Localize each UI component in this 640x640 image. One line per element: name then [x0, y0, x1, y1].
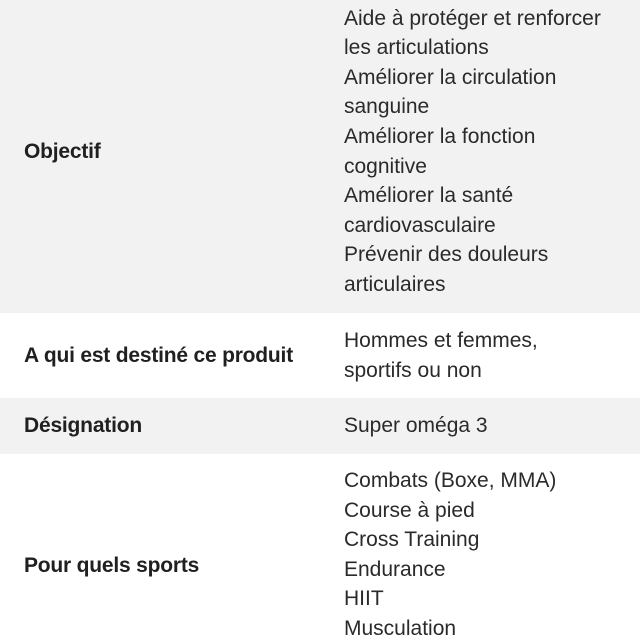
spec-label: Objectif — [24, 139, 101, 163]
spec-value: Musculation — [344, 616, 457, 640]
spec-value: Prévenir des douleurs — [344, 243, 549, 267]
spec-values — [320, 326, 640, 385]
spec-value: sportifs ou non — [344, 358, 482, 382]
spec-value: articulaires — [344, 272, 446, 296]
spec-value: sanguine — [344, 95, 430, 119]
spec-value: Aide à protéger et renforcer — [344, 6, 601, 30]
spec-values — [320, 454, 640, 640]
spec-value: Combats (Boxe, MMA) — [344, 469, 557, 492]
spec-value: les articulations — [344, 36, 489, 60]
spec-value: Améliorer la santé — [344, 184, 514, 208]
spec-row-target-audience — [0, 313, 640, 398]
spec-values — [320, 411, 640, 441]
spec-label: Désignation — [24, 414, 142, 437]
spec-row-sports — [0, 454, 640, 640]
spec-value: cognitive — [344, 154, 427, 178]
spec-value: Améliorer la fonction — [344, 124, 536, 148]
spec-row-objectif — [0, 0, 640, 313]
spec-row-designation — [0, 398, 640, 454]
spec-value: Hommes et femmes, — [344, 328, 538, 352]
spec-value: Endurance — [344, 557, 446, 581]
spec-value: cardiovasculaire — [344, 213, 496, 237]
spec-value: Cross Training — [344, 528, 480, 552]
spec-value: Améliorer la circulation — [344, 65, 557, 89]
spec-value: HIIT — [344, 587, 384, 611]
spec-value: Super oméga 3 — [344, 414, 488, 438]
spec-values — [320, 4, 640, 300]
spec-value: Course à pied — [344, 498, 475, 522]
spec-label: Pour quels sports — [24, 554, 200, 577]
spec-label: A qui est destiné ce produit — [24, 343, 293, 367]
